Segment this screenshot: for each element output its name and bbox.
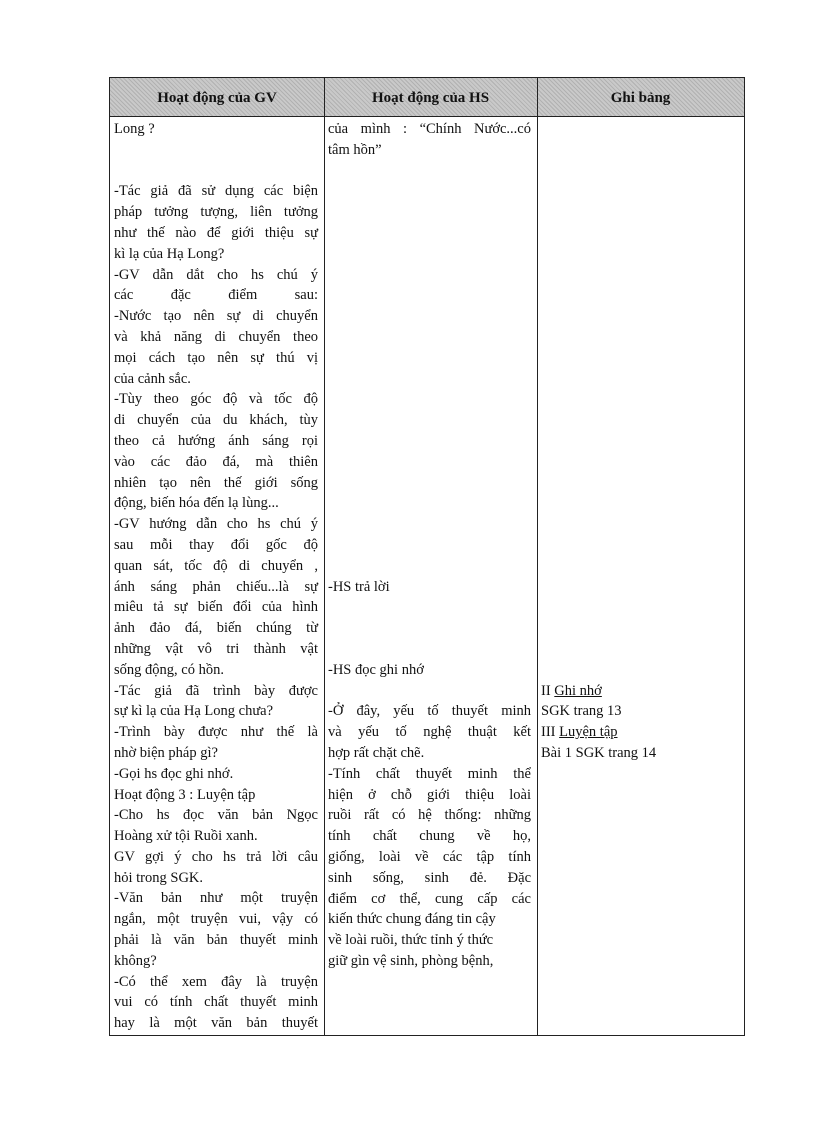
text-line: ruồi rất có hệ thống: những bbox=[328, 807, 531, 824]
hs-spacer bbox=[328, 597, 531, 659]
gb-underlined: Luyện tập bbox=[559, 724, 618, 741]
hs-answer: -HS trả lời bbox=[328, 578, 390, 595]
gb-spacer bbox=[541, 119, 741, 681]
text-line: hợp rất chặt chẽ. bbox=[328, 744, 425, 761]
text-line: mọi cách tạo nên sự thú vị bbox=[114, 349, 318, 366]
text-line: tính chất chung về họ, bbox=[328, 828, 531, 845]
text-line: nhiên tạo nên thế giới sống bbox=[114, 474, 318, 491]
hs-spacer bbox=[328, 161, 531, 577]
text-line: ngắn, một truyện vui, vậy có bbox=[114, 911, 318, 928]
text-line: vui có tính chất thuyết minh bbox=[114, 994, 318, 1011]
column-divider-1 bbox=[324, 78, 325, 1035]
text-line: của cảnh sắc. bbox=[114, 370, 191, 387]
hs-bottom-block bbox=[328, 701, 531, 971]
text-line: nhờ biện pháp gì? bbox=[114, 744, 218, 761]
text-line: sinh sống, sinh đẻ. Đặc bbox=[328, 869, 531, 886]
gb-underlined: Ghi nhớ bbox=[554, 682, 602, 699]
text-line: sự kì lạ của Hạ Long chưa? bbox=[114, 703, 274, 720]
text-line: giống, loài về các tập tính bbox=[328, 848, 531, 865]
text-line: Hoàng xử tội Ruồi xanh. bbox=[114, 828, 258, 845]
text-line: và khả năng di chuyển theo bbox=[114, 328, 318, 345]
text-line: miêu tả sự biến đổi của hình bbox=[114, 599, 318, 616]
text-line: hiện ở chỗ giới thiệu loài bbox=[328, 786, 531, 803]
text-line: giữ gìn vệ sinh, phòng bệnh, bbox=[328, 952, 494, 969]
text-line: -Tính chất thuyết minh thể bbox=[328, 765, 531, 782]
text-line: -Có thể xem đây là truyện bbox=[114, 973, 318, 990]
gb-line-luyen-tap bbox=[541, 722, 741, 743]
header-teacher-activity: Hoạt động của GV bbox=[157, 90, 277, 106]
header-board-notes: Ghi bảng bbox=[610, 90, 671, 106]
text-line: -GV dẫn dắt cho hs chú ý bbox=[114, 266, 318, 283]
gb-line: SGK trang 13 bbox=[541, 703, 622, 720]
hs-line: của mình : “Chính Nước...có bbox=[328, 121, 531, 137]
text-line: -Tác giả đã trình bày được bbox=[114, 682, 318, 699]
lesson-table bbox=[109, 77, 745, 1036]
text-line: -Văn bản như một truyện bbox=[114, 890, 318, 907]
text-line: như thế nào để giới thiệu sự bbox=[114, 224, 318, 241]
text-line: điểm cơ thể, cung cấp các bbox=[328, 890, 531, 907]
text-line: không? bbox=[114, 952, 157, 969]
column-divider-2 bbox=[537, 78, 538, 1035]
text-line: ánh sáng phản chiếu...là sự bbox=[114, 578, 318, 595]
gb-line-ghi-nho bbox=[541, 681, 741, 702]
header-student-activity: Hoạt động của HS bbox=[371, 90, 490, 106]
text-line: di chuyển của du khách, tùy bbox=[114, 412, 318, 429]
table-header bbox=[110, 78, 744, 117]
text-line: kì lạ của Hạ Long? bbox=[114, 245, 225, 262]
text-line: -GV hướng dẫn cho hs chú ý bbox=[114, 516, 318, 533]
text-line: GV gợi ý cho hs trả lời câu bbox=[114, 848, 318, 865]
teacher-activity-column bbox=[114, 119, 318, 1034]
text-line: động, biến hóa đến lạ lùng... bbox=[114, 495, 279, 512]
text-line: và yếu tố nghệ thuật kết bbox=[328, 724, 531, 741]
text-line: vào các đảo đá, mà thiên bbox=[114, 453, 318, 470]
text-line: sau mỗi thay đổi gốc độ bbox=[114, 536, 318, 553]
text-line: hay là một văn bản thuyết bbox=[114, 1015, 318, 1032]
text-line: -Ở đây, yếu tố thuyết minh bbox=[328, 703, 531, 720]
text-line: sống động, có hồn. bbox=[114, 661, 224, 678]
text-line: -Tùy theo góc độ và tốc độ bbox=[114, 391, 318, 408]
gb-prefix: II bbox=[541, 682, 555, 699]
text-line: ảnh đảo đá, biến chúng từ bbox=[114, 620, 318, 637]
text-line: về loài ruồi, thức tỉnh ý thức bbox=[328, 932, 494, 949]
gb-line: Bài 1 SGK trang 14 bbox=[541, 744, 657, 761]
text-line: quan sát, tốc độ di chuyển , bbox=[114, 557, 318, 574]
text-line: kiến thức chung đáng tin cậy bbox=[328, 911, 496, 928]
text-line: hỏi trong SGK. bbox=[114, 869, 204, 886]
text-line: những vật vô tri thành vật bbox=[114, 640, 318, 657]
hs-read-note: -HS đọc ghi nhớ bbox=[328, 661, 424, 678]
text-line: các đặc điểm sau: bbox=[114, 287, 318, 304]
text-line: Long ? bbox=[114, 121, 155, 137]
text-line: theo cả hướng ánh sáng rọi bbox=[114, 432, 318, 449]
hs-line: tâm hồn” bbox=[328, 141, 382, 158]
text-line bbox=[114, 140, 318, 161]
board-notes-column bbox=[541, 119, 741, 764]
gb-prefix: III bbox=[541, 724, 560, 741]
text-line: -Tác giả đã sử dụng các biện bbox=[114, 183, 318, 200]
text-line: -Cho hs đọc văn bản Ngọc bbox=[114, 807, 318, 824]
text-line: -Gọi hs đọc ghi nhớ. bbox=[114, 765, 234, 782]
text-line: -Trình bày được như thế là bbox=[114, 724, 318, 741]
student-activity-column bbox=[328, 119, 531, 972]
hs-spacer bbox=[328, 681, 531, 702]
text-line: phải là văn bản thuyết minh bbox=[114, 932, 318, 949]
text-line: pháp tưởng tượng, liên tưởng bbox=[114, 204, 318, 221]
text-line bbox=[114, 161, 318, 182]
text-line: -Nước tạo nên sự di chuyển bbox=[114, 308, 318, 325]
text-line: Hoạt động 3 : Luyện tập bbox=[114, 786, 256, 803]
